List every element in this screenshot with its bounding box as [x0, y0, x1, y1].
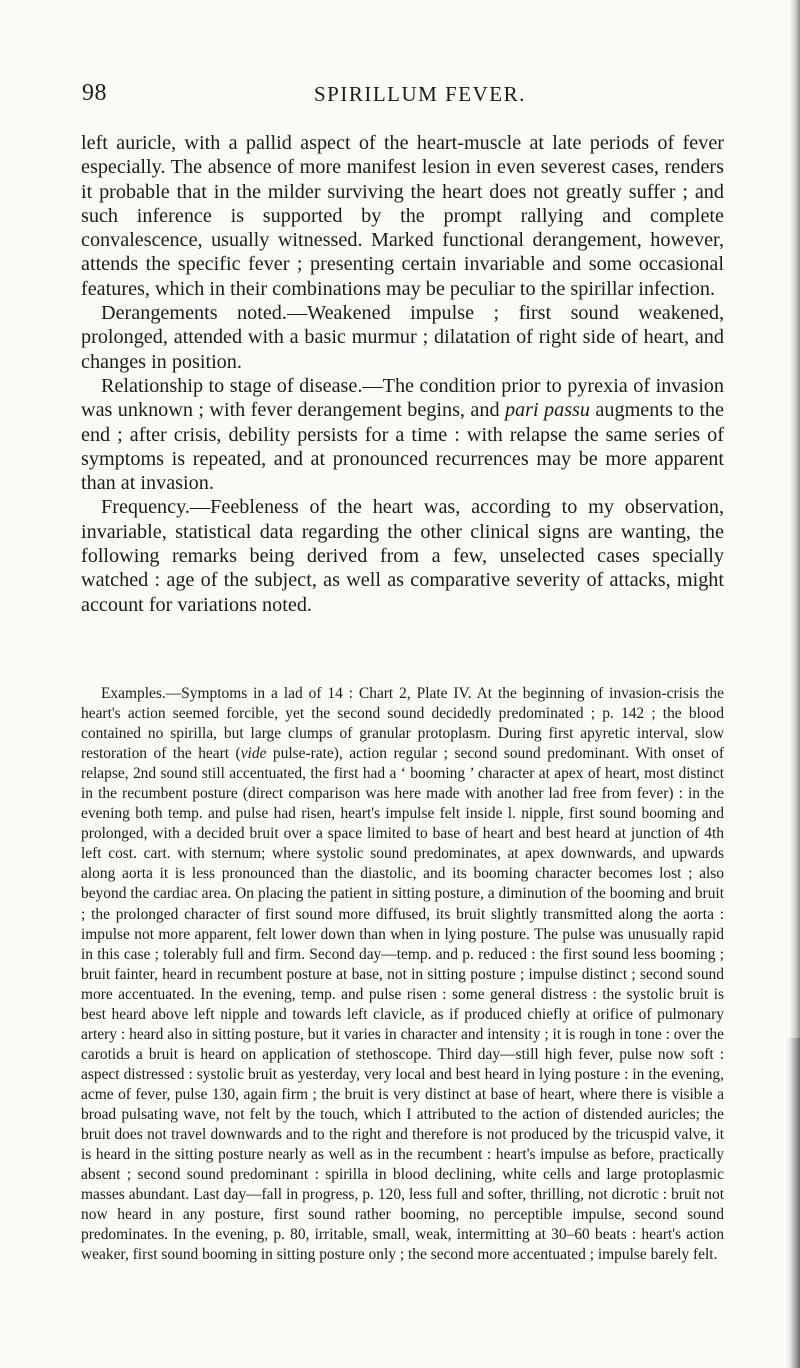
page-number: 98 [82, 80, 107, 106]
examples-text-start: Examples.—Symptoms in a lad of 14 : Chart 2, Plate IV. At the beginning of invasion-crisis the heart's action seemed forcible, yet the second sound decidedly predominated ; p. 142 ; the blood contained no spirilla, but large clumps of granular protoplasm. During first apyretic interval, slow restoration of the heart ( [81, 685, 724, 763]
paragraph-examples [81, 684, 724, 1265]
running-title: SPIRILLUM FEVER. [314, 82, 526, 106]
page-edge-shadow-bottom [786, 1038, 800, 1368]
examples-section [81, 684, 724, 1265]
relationship-text-end: augments to the end ; after crisis, debility persists for a time : with relapse the same series of symptoms is repeated, and at pronounced recurrences may be more apparent than at invasion. [81, 399, 724, 495]
body-text [81, 131, 724, 617]
examples-italic: vide [240, 745, 267, 763]
relationship-italic: pari passu [504, 399, 591, 422]
paragraph-derangements: Derangements noted.—Weakened impulse ; first sound weakened, prolonged, attended with a basic murmur ; dilatation of right side of heart, and changes in position. [81, 302, 724, 373]
running-head [82, 80, 722, 108]
paragraph-heart-lesion: left auricle, with a pallid aspect of the heart-muscle at late periods of fever especially. The absence of more manifest lesion in even severest cases, renders it probable that in the milder surviving the heart does not greatly suffer ; and such inference is supported by the prompt rallying and complete convalescence, usually witnessed. Marked functional derangement, however, attends the specific fever ; presenting certain invariable and some occasional features, which in their combinations may be peculiar to the spirillar infection. [81, 132, 724, 300]
paragraph-relationship [81, 374, 724, 495]
examples-text-end: pulse-rate), action regular ; second sound predominant. With onset of relapse, 2nd sound still accentuated, the first had a ‘ booming ’ character at apex of heart, most distinct in the recumbent posture (direct comparison was here made with another lad free from fever) : in the evening both temp. and pulse had risen, heart's impulse felt inside l. nipple, first sound booming and prolonged, with a decided bruit over a space limited to base of heart and best heard at junction of 4th left cost. cart. with sternum; where systolic sound predominates, at apex downwards, and upwards along aorta it is less pronounced than the diastolic, and its booming character becomes lost ; also beyond the cardiac area. On placing the patient in sitting posture, a diminution of the booming and bruit ; the prolonged character of first sound more diffused, its bruit slightly transmitted along the aorta : impulse not more apparent, felt lower down than when in lying posture. The pulse was unusually rapid in this case ; tolerably full and firm. Second day—temp. and p. reduced : the first sound less booming ; bruit fainter, heard in recumbent posture at base, not in sitting posture ; impulse distinct ; second sound more accentuated. In the evening, temp. and pulse risen : some general distress : the systolic bruit is best heard above left nipple and towards left clavicle, as if produced chiefly at orifice of pulmonary artery : heard also in sitting posture, but it varies in character and intensity ; it is rough in tone : over the carotids a bruit is heard on application of stethoscope. Third day—still high fever, pulse now soft : aspect distressed : systolic bruit as yesterday, very local and best heard in lying posture : in the evening, acme of fever, pulse 130, again firm ; the bruit is very distinct at base of heart, where there is visible a broad pulsating wave, not felt by the touch, which I attributed to the action of distended auricles; the bruit does not travel downwards and to the right and therefore is not produced by the tricuspid valve, it is heard in the sitting posture nearly as well as in the recumbent : heart's impulse as before, practically absent ; second sound predominant : spirilla in blood declining, white cells and large protoplasmic masses abundant. Last day—fall in progress, p. 120, less full and softer, thrilling, not dicrotic : bruit not now heard in any posture, first sound rather booming, no perceptible impulse, second sound predominates. In the evening, p. 80, irritable, small, weak, intermitting at 30–60 beats : heart's action weaker, first sound booming in sitting posture only ; the second more accentuated ; impulse barely felt. [81, 745, 724, 1264]
paragraph-frequency: Frequency.—Feebleness of the heart was, according to my observation, invariable, statistical data regarding the other clinical signs are wanting, the following remarks being derived from a few, unselected cases specially watched : age of the subject, as well as comparative severity of attacks, might account for variations noted. [81, 496, 724, 616]
relationship-text-start: Relationship to stage of disease.—The condition prior to pyrexia of invasion was unknown ; with fever derangement begins, and [81, 374, 724, 422]
